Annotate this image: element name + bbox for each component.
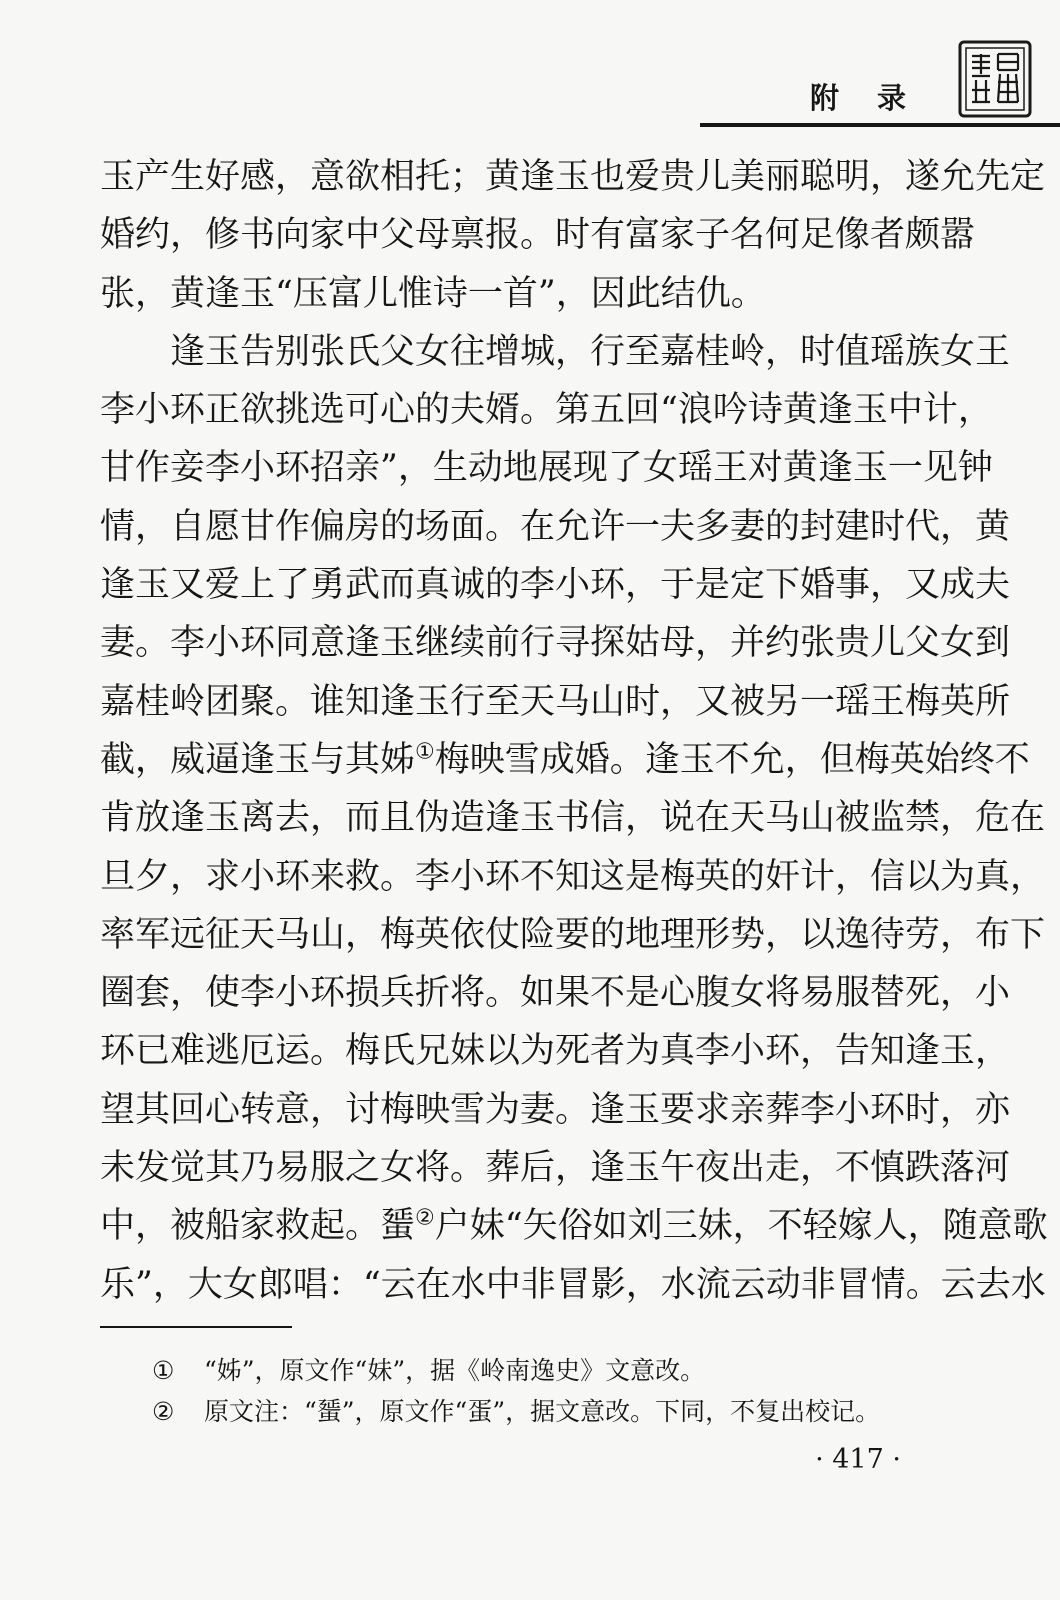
text-line: 情，自愿甘作偏房的场面。在允许一夫多妻的封建时代，黄 (100, 506, 1011, 547)
footnotes (152, 1350, 932, 1432)
header-rule (700, 123, 1060, 127)
footnote-reference[interactable]: ② (415, 1205, 435, 1231)
publisher-seal-logo (958, 40, 1032, 118)
text-line: 圈套，使李小环损兵折将。如果不是心腹女将易服替死，小 (100, 973, 1011, 1014)
footnote-item (152, 1350, 932, 1391)
text-line: 逢玉又爱上了勇武而真诚的李小环，于是定下婚事，又成夫 (100, 565, 1011, 606)
text-line: 玉产生好感，意欲相托；黄逢玉也爱贵儿美丽聪明，遂允先定 (100, 157, 1046, 197)
text-line: 旦夕，求小环来救。李小环不知这是梅英的奸计，信以为真， (100, 856, 1046, 897)
text-line: 妻。李小环同意逢玉继续前行寻探姑母，并约张贵儿父女到 (100, 623, 1011, 664)
main-text (100, 148, 1048, 1314)
footnote-text: “姊”，原文作“妹”，据《岭南逸史》文意改。 (204, 1356, 706, 1385)
footnote-item (152, 1391, 932, 1432)
footnote-marker: ① (152, 1356, 175, 1385)
text-line: 乐”，大女郎唱：“云在水中非冒影，水流云动非冒情。云去水 (100, 1264, 1046, 1305)
text-line: 望其回心转意，讨梅映雪为妻。逢玉要求亲葬李小环时，亦 (100, 1089, 1011, 1130)
text-line: 逢玉告别张氏父女往增城，行至嘉桂岭，时值瑶族女王 (170, 331, 1011, 372)
text-line: 嘉桂岭团聚。谁知逢玉行至天马山时，又被另一瑶王梅英所 (100, 681, 1011, 722)
text-line: 环已难逃厄运。梅氏兄妹以为死者为真李小环，告知逢玉， (100, 1031, 1011, 1072)
footnote-rule (100, 1326, 292, 1328)
text-line: 张，黄逢玉“压富儿惟诗一首”，因此结仇。 (100, 273, 766, 314)
paragraph-continued (100, 148, 1046, 323)
text-segment: 户妹“矢俗如刘三妹，不轻嫁人，随意歌 (434, 1206, 1048, 1247)
text-segment: 梅映雪成婚。逢玉不允，但梅英始终不 (434, 739, 1030, 780)
footnote-text: 原文注：“蜑”，原文作“蛋”，据文意改。下同，不复出校记。 (204, 1397, 881, 1426)
text-line: 率军远征天马山，梅英依仗险要的地理形势，以逸待劳，布下 (100, 914, 1046, 955)
text-line: 未发觉其乃易服之女将。葬后，逢玉午夜出走，不慎跌落河 (100, 1148, 1011, 1189)
footnote-reference[interactable]: ① (415, 739, 435, 765)
running-header-title: 附 录 (809, 81, 921, 115)
page-number: · 417 · (815, 1444, 901, 1475)
text-segment: 截，威逼逢玉与其姊 (100, 739, 416, 780)
footnote-marker: ② (152, 1397, 175, 1426)
text-line: 肯放逢玉离去，而且伪造逢玉书信，说在天马山被监禁，危在 (100, 798, 1046, 839)
text-line: 李小环正欲挑选可心的夫婿。第五回“浪吟诗黄逢玉中计， (100, 390, 993, 431)
text-line (100, 731, 1030, 789)
text-line: 甘作妾李小环招亲”，生动地展现了女瑶王对黄逢玉一见钟 (100, 448, 993, 489)
text-line: 婚约，修书向家中父母禀报。时有富家子名何足像者颇嚣 (100, 215, 976, 256)
text-segment: 中，被船家救起。蜑 (100, 1206, 416, 1247)
text-line (100, 1197, 1048, 1255)
paragraph (100, 323, 1048, 1314)
